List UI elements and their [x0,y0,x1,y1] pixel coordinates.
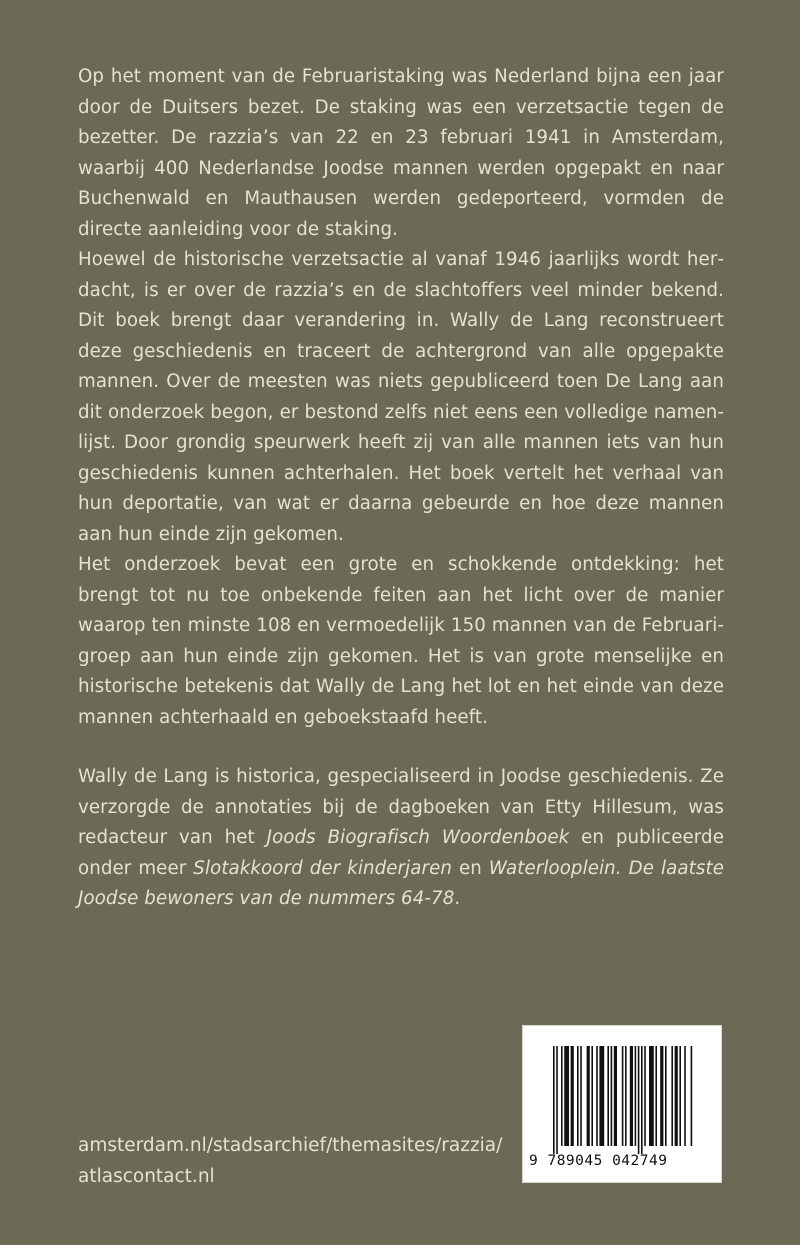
author-bio [78,762,724,915]
bio-text-2: en publiceerde onder meer [78,827,724,879]
archive-url[interactable]: amsterdam.nl/stadsarchief/themasites/razzia/ [78,1135,503,1156]
publisher-url[interactable]: atlascontact.nl [78,1166,215,1187]
bio-book-title-2: Slotakkoord der kinderjaren [193,857,453,879]
bio-text-1: Wally de Lang is historica, gespecialiseerd in Joodse geschiedenis. Ze verzorgde de annotaties bij de dagboeken van Etty Hillesum, was redacteur van het [78,766,724,848]
blurb-paragraph-2: Hoewel de historische verzetsactie al vanaf 1946 jaarlijks wordt herdacht, is er over de razzia’s en de slachtoffers veel minder bekend. Dit boek brengt daar verandering in. Wally de Lang reconstrueert deze geschiedenis en traceert de achtergrond van alle opgepakte mannen. Over de meesten was niets gepubliceerd toen De Lang aan dit onderzoek begon, er bestond zelfs niet eens een volledige namenlijst. Door grondig speurwerk heeft zij van alle mannen iets van hun geschiedenis kunnen achterhalen. Het boek vertelt het verhaal van hun deportatie, van wat er daarna gebeurde en hoe deze mannen aan hun einde zijn gekomen. [78,249,724,545]
blurb-text [78,62,724,733]
bio-book-title-3: Waterlooplein. De laatste Joodse bewoners van de nummers 64-78 [78,857,724,909]
barcode-label [522,1025,722,1183]
isbn-number: 9 789045 042749 [529,1153,668,1169]
bio-text-4: . [454,888,461,909]
website-links [78,1130,502,1192]
barcode-icon [553,1046,693,1154]
blurb-paragraph-1: Op het moment van de Februaristaking was Nederland bijna een jaar door de Duitsers bezet. De staking was een verzetsactie tegen de bezetter. De razzia’s van 22 en 23 februari 1941 in Amsterdam, waarbij 400 Nederlandse Joodse mannen werden opgepakt en naar Buchenwald en Mauthausen werden gedeporteerd, vormden de directe aanleiding voor de staking. [78,66,724,240]
bio-text-3: en [452,857,489,879]
blurb-paragraph-3: Het onderzoek bevat een grote en schokkende ontdekking: het brengt tot nu toe onbekende feiten aan het licht over de manier waarop ten minste 108 en vermoedelijk 150 mannen van de Februarigroep aan hun einde zijn gekomen. Het is van grote menselijke en historische betekenis dat Wally de Lang het lot en het einde van deze mannen achterhaald en geboekstaafd heeft. [78,554,724,728]
bio-book-title-1: Joods Biografisch Woordenboek [266,827,570,848]
